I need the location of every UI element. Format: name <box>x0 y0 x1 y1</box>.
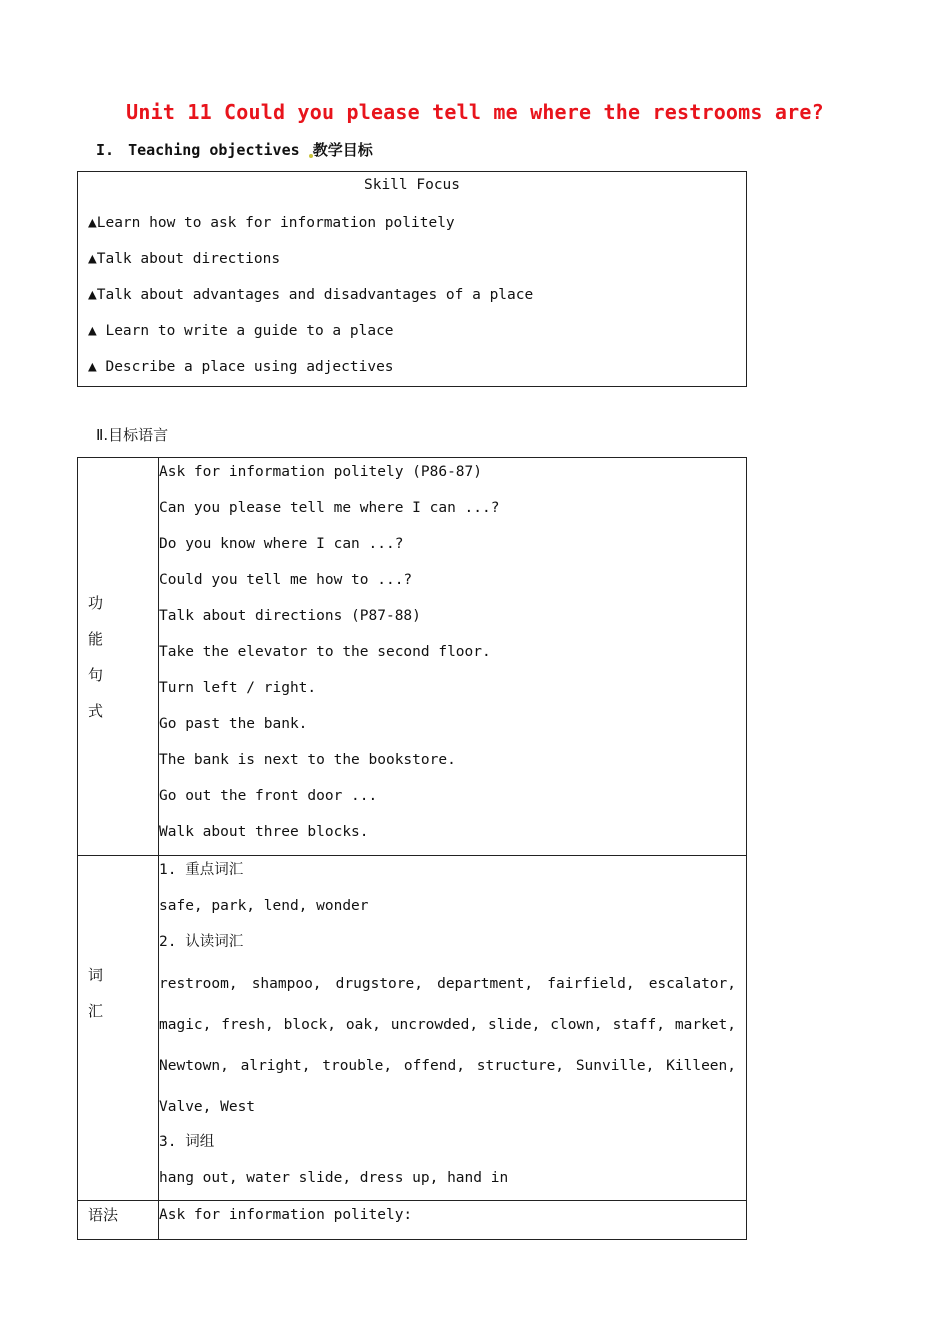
grammar-content <box>159 1201 747 1240</box>
function-line: Turn left / right. <box>159 680 317 696</box>
phrase-list: hang out, water slide, dress up, hand in <box>159 1170 509 1186</box>
functions-label-char: 能 <box>88 629 104 648</box>
function-line: Ask for information politely (P86-87) <box>159 464 483 480</box>
skill-focus-item: ▲ Describe a place using adjectives <box>88 359 394 375</box>
read-vocab-line: Valve, West <box>159 1099 256 1115</box>
section-1-number: I. <box>96 141 115 159</box>
functions-label-char: 式 <box>88 701 104 720</box>
target-language-table <box>77 457 747 1240</box>
skill-focus-item: ▲Talk about directions <box>88 251 281 267</box>
read-vocab-line: Newtown, alright, trouble, offend, structure, Sunville, Killeen, <box>159 1058 736 1074</box>
functions-content <box>159 458 747 856</box>
vocabulary-label <box>78 957 158 1029</box>
skill-focus-header: Skill Focus <box>363 177 461 193</box>
skill-focus-item: ▲Talk about advantages and disadvantages of a place <box>88 287 534 303</box>
function-line: The bank is next to the bookstore. <box>159 752 456 768</box>
section-1-title: Teaching objectives <box>128 141 300 159</box>
functions-row <box>78 458 747 856</box>
function-line: Can you please tell me where I can ...? <box>159 500 500 516</box>
key-vocab-words: safe, park, lend, wonder <box>159 898 369 914</box>
skill-focus-box <box>77 171 747 387</box>
phrase-heading: 3. 词组 <box>159 1134 215 1150</box>
functions-label-char: 功 <box>88 593 104 612</box>
function-line: Do you know where I can ...? <box>159 536 404 552</box>
read-vocab-line: magic, fresh, block, oak, uncrowded, slide, clown, staff, market, <box>159 1017 736 1033</box>
vocabulary-label-char: 词 <box>88 966 104 984</box>
section-2-heading: Ⅱ.目标语言 <box>96 426 169 444</box>
grammar-row <box>78 1201 747 1240</box>
key-vocab-heading: 1. 重点词汇 <box>159 862 244 878</box>
grammar-label: 语法 <box>78 1201 159 1240</box>
functions-label-cell <box>78 458 159 856</box>
vocabulary-row <box>78 856 747 1201</box>
function-line: Talk about directions (P87-88) <box>159 608 421 624</box>
title-text: Unit 11 Could you please tell me where the restrooms are? <box>126 100 824 124</box>
vocabulary-content <box>159 856 747 1201</box>
function-line: Go out the front door ... <box>159 788 378 804</box>
function-line: Could you tell me how to ...? <box>159 572 413 588</box>
functions-label-char: 句 <box>88 665 104 684</box>
vocabulary-label-cell <box>78 856 159 1201</box>
section-1-heading <box>96 139 373 160</box>
function-line: Go past the bank. <box>159 716 308 732</box>
section-1-title-cn: 教学目标 <box>312 141 373 159</box>
grammar-line: Ask for information politely: <box>159 1207 413 1223</box>
function-line: Walk about three blocks. <box>159 824 369 840</box>
vocabulary-label-char: 汇 <box>88 1002 104 1020</box>
read-vocab-heading: 2. 认读词汇 <box>159 934 244 950</box>
function-line: Take the elevator to the second floor. <box>159 644 491 660</box>
functions-label <box>78 585 158 729</box>
skill-focus-item: ▲ Learn to write a guide to a place <box>88 323 394 339</box>
page-title <box>0 100 950 124</box>
skill-focus-item: ▲Learn how to ask for information politely <box>88 215 455 231</box>
read-vocab-line: restroom, shampoo, drugstore, department, fairfield, escalator, <box>159 976 736 992</box>
